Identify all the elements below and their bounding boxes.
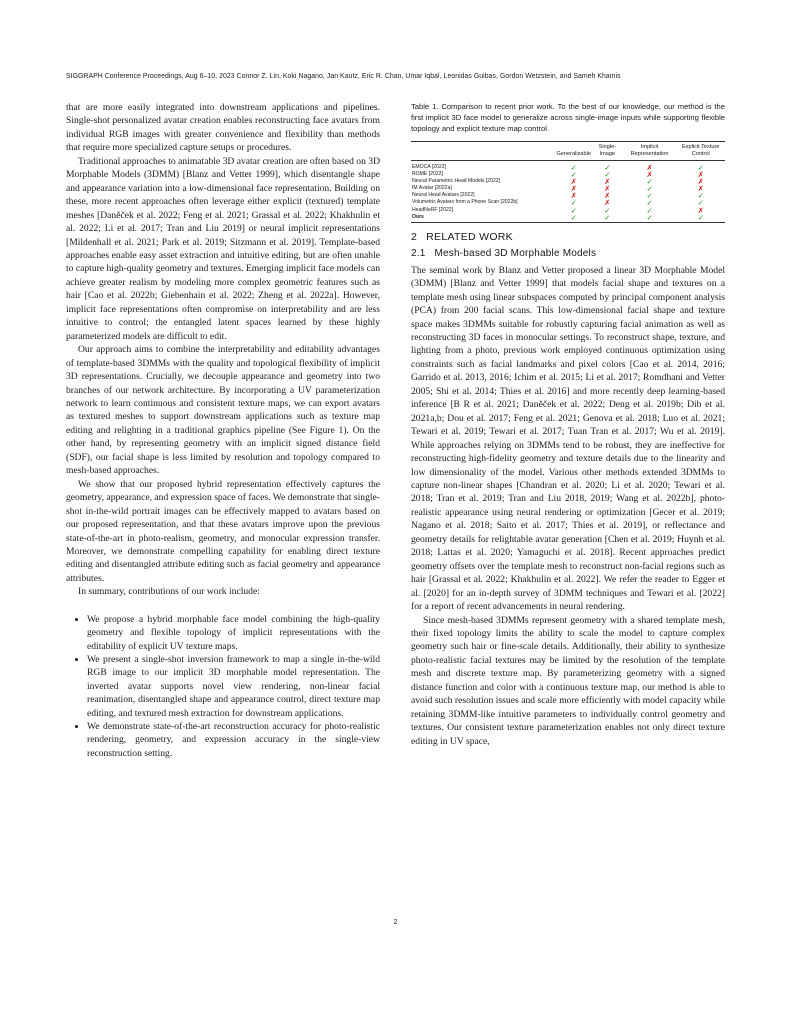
check-icon: ✓ — [646, 212, 653, 222]
cross-icon: ✗ — [646, 170, 653, 180]
table-header-row — [411, 142, 725, 161]
table-header-implicit: Implicit Representation — [630, 143, 669, 157]
check-icon: ✓ — [697, 163, 704, 173]
table-cell-method: ROME [2022] — [412, 171, 443, 178]
table-row — [411, 207, 725, 214]
body-paragraph: In summary, contributions of our work include: — [78, 586, 260, 598]
table-cell-method: Ours — [412, 213, 424, 220]
check-icon: ✓ — [570, 198, 577, 208]
left-column — [66, 101, 380, 760]
cross-icon: ✗ — [604, 177, 611, 187]
check-icon: ✓ — [646, 184, 653, 194]
subsection-heading — [411, 248, 725, 259]
subsection-title: Mesh-based 3D Morphable Models — [434, 247, 597, 259]
contribution-item: • We demonstrate state-of-the-art reconstruction accuracy for photo-realistic rendering, geometry, and expression accuracy in the single-view reconstruction setting. — [87, 720, 380, 760]
running-header: SIGGRAPH Conference Proceedings, Aug 6–10, 2023 Connor Z. Lin, Koki Nagano, Jan Kautz, Eric R. Chan, Umar Iqbal, Leonidas Guibas, Gordon Wetzstein, and Sameh Khamis — [66, 73, 621, 80]
contributions-list — [66, 613, 380, 760]
table-caption: Table 1. Comparison to recent prior work. To the best of our knowledge, our method is the first implicit 3D face model to generalize across single-image inputs while supporting flexible topology and explicit texture map control. — [411, 102, 725, 134]
cross-icon: ✗ — [604, 191, 611, 201]
check-icon: ✓ — [604, 170, 611, 180]
section-title: RELATED WORK — [426, 230, 513, 243]
cross-icon: ✗ — [646, 163, 653, 173]
subsection-number: 2.1 — [411, 247, 426, 259]
table-cell-method: HeadNeRF [2022] — [412, 206, 454, 213]
body-paragraph: that are more easily integrated into downstream applications and pipelines. Single-shot personalized avatar creation enables reconstructing face avatars from individual RGB images with greater convenience and flexibility than methods that require more specialized capture setups or procedures. — [66, 102, 380, 154]
right-column — [411, 101, 725, 748]
table-header-single-image: Single-Image — [598, 143, 617, 157]
table-cell-method: Neural Head Avatars [2022] — [412, 192, 475, 199]
check-icon: ✓ — [570, 163, 577, 173]
cross-icon: ✗ — [570, 177, 577, 187]
table-cell-method: EMOCA [2022] — [412, 164, 446, 171]
check-icon: ✓ — [604, 212, 611, 222]
table-cell-method: Neural Parametric Head Models [2022] — [412, 178, 501, 185]
check-icon: ✓ — [570, 212, 577, 222]
check-icon: ✓ — [646, 205, 653, 215]
cross-icon: ✗ — [604, 198, 611, 208]
cross-icon: ✗ — [697, 177, 704, 187]
table-header-method — [411, 142, 555, 161]
body-paragraph: The seminal work by Blanz and Vetter proposed a linear 3D Morphable Model (3DMM) [Blanz and Vetter 1999] that models facial shape and textures on a template mesh using linear subspaces computed by principal component analysis (PCA) from 200 facial scans. This low-dimensional facial shape and texture space makes 3DMMs suitable for robustly capturing facial animation as well as reconstructing 3D faces in monocular settings. To reconstruct shape, texture, and lighting from a photo, previous work employed continuous optimization using constraints such as facial landmarks and pixel colors [Cao et al. 2014, 2016; Garrido et al. 2013, 2016; Ichim et al. 2015; Li et al. 2017; Romdhani and Vetter 2005; Shi et al. 2014; Thies et al. 2016] and more recently deep learning-based inference [B R et al. 2021; Daněček et al. 2022; Deng et al. 2019b; Dib et al. 2021a,b; Dou et al. 2017; Feng et al. 2021; Genova et al. 2018; Luo et al. 2021; Tewari et al. 2019; Tewari et al. 2017; Tuan Tran et al. 2017; Wu et al. 2019]. While approaches relying on 3DMMs tend to be robust, they are ineffective for reconstructing high-fidelity geometry and texture details due to the linearity and low dimensionality of the model. Various other methods extended 3DMMs to capture non-linear shapes [Chandran et al. 2020; Li et al. 2020; Tewari et al. 2018; Tran et al. 2019; Tran and Liu 2018, 2019; Wang et al. 2022b], photo-realistic appearance using neural rendering or optimization [Gecer et al. 2019; Nagano et al. 2018; Saito et al. 2017; Thies et al. 2019], or reflectance and geometry details for relightable avatar generation [Chen et al. 2019; Huynh et al. 2018; Lattas et al. 2020; Yamaguchi et al. 2018]. Recent approaches predict geometry offsets over the template mesh to reconstruct non-facial regions such as hair [Grassal et al. 2022; Khakhulin et al. 2022]. We refer the reader to Egger et al. [2020] for an in-depth survey of 3DMM techniques and Tewari et al. [2022] for a report of recent advancements in neural rendering. — [411, 264, 725, 613]
check-icon: ✓ — [697, 212, 704, 222]
cross-icon: ✗ — [604, 184, 611, 194]
body-paragraph: We show that our proposed hybrid representation effectively captures the geometry, appearance, and expression space of faces. We demonstrate that single-shot in-the-wild portrait images can be effectively mapped to avatars based on our proposed representation, and that these avatars improve upon the previous state-of-the-art in photo-realism, geometry, and monocular expression transfer. Moreover, we demonstrate compelling capability for enabling direct texture editing and disentangled attribute editing such as facial geometry and appearance attributes. — [66, 478, 380, 584]
check-icon: ✓ — [697, 198, 704, 208]
table-row — [411, 199, 725, 206]
table-header-generalizable: Generalizable — [556, 150, 591, 157]
cross-icon: ✗ — [697, 205, 704, 215]
body-paragraph: Since mesh-based 3DMMs represent geometry with a shared template mesh, their fixed topology limits the ability to scale the model to capture complex geometry such hair or fine-scale details. Additionally, their ability to synthesize photo-realistic facial textures may be limited by the resolution of the template mesh and discrete texture map. By parameterizing geometry with a signed distance function and color with a continuous texture map, our method is able to avoid such resolution issues and scale more efficiently with model capacity while retaining 3DMM-like intuitive parameters to individually control geometry and textures. Our consistent texture parameterization enables not only direct texture editing in UV space, — [411, 614, 725, 747]
table-caption-box — [411, 101, 725, 142]
table-row — [411, 192, 725, 199]
contribution-item: • We present a single-shot inversion framework to map a single in-the-wild RGB image to our implicit 3D morphable model representation. The inverted avatar supports novel view rendering, non-linear facial reanimation, disentangled shape and appearance control, direct texture map editing, and textured mesh extraction for downstream applications. — [87, 653, 380, 720]
table-row — [411, 171, 725, 178]
table-row — [411, 185, 725, 192]
check-icon: ✓ — [697, 191, 704, 201]
table-row — [411, 161, 725, 172]
check-icon: ✓ — [646, 177, 653, 187]
table-cell-method: IM Avatar [2022a] — [412, 185, 452, 192]
table-header-texture-control: Explicit Texture Control — [681, 143, 720, 157]
check-icon: ✓ — [604, 163, 611, 173]
table-cell-method: Volumetric Avatars from a Phone Scan [2022b] — [412, 199, 518, 206]
section-number: 2 — [411, 230, 418, 243]
section-heading — [411, 231, 725, 243]
table-row — [411, 214, 725, 223]
check-icon: ✓ — [570, 170, 577, 180]
cross-icon: ✗ — [570, 184, 577, 194]
page-number: 2 — [393, 919, 398, 926]
contribution-item: • We propose a hybrid morphable face model combining the high-quality geometry and flexible topology of implicit representations with the editability of explicit UV texture maps. — [87, 613, 380, 653]
table-row — [411, 178, 725, 185]
body-paragraph: Our approach aims to combine the interpretability and editability advantages of template-based 3DMMs with the quality and topological flexibility of implicit 3D representations. Crucially, we decouple appearance and geometry into two branches of our network architecture. By incorporating a UV parameterization network to learn continuous and consistent texture maps, we can export avatars as textured meshes to support downstream applications such as texture map editing and relighting in a traditional graphics pipeline (See Figure 1). On the other hand, by representing geometry with an implicit signed distance field (SDF), our facial shape is less limited by resolution and topology compared to mesh-based approaches. — [66, 344, 380, 477]
cross-icon: ✗ — [570, 191, 577, 201]
check-icon: ✓ — [646, 191, 653, 201]
check-icon: ✓ — [570, 205, 577, 215]
comparison-table — [411, 142, 725, 223]
cross-icon: ✗ — [697, 170, 704, 180]
check-icon: ✓ — [604, 205, 611, 215]
cross-icon: ✗ — [697, 184, 704, 194]
body-paragraph: Traditional approaches to animatable 3D avatar creation are often based on 3D Morphable Models (3DMM) [Blanz and Vetter 1999], which disentangle shape and appearance variation into a low-dimensional face representation. Building on these, more recent approaches often leverage either explicit (textured) template meshes [Daněček et al. 2022; Feng et al. 2021; Grassal et al. 2022; Khakhulin et al. 2022; Li et al. 2017; Tran and Liu 2019] or neural implicit representations [Mildenhall et al. 2021; Park et al. 2019; Sitzmann et al. 2019]. Template-based approaches enable easy asset extraction and intuitive editing, but are often unable to capture high-quality geometry and textures. Emerging implicit face models can achieve greater realism by modeling more complex geometric features such as hair [Cao et al. 2022b; Giebenhain et al. 2022; Zheng et al. 2022a]. However, implicit face representations often compromise on interpretability and are less intuitive to control; the entangled latent spaces learned by these highly parameterized models are difficult to edit. — [66, 155, 381, 342]
check-icon: ✓ — [646, 198, 653, 208]
